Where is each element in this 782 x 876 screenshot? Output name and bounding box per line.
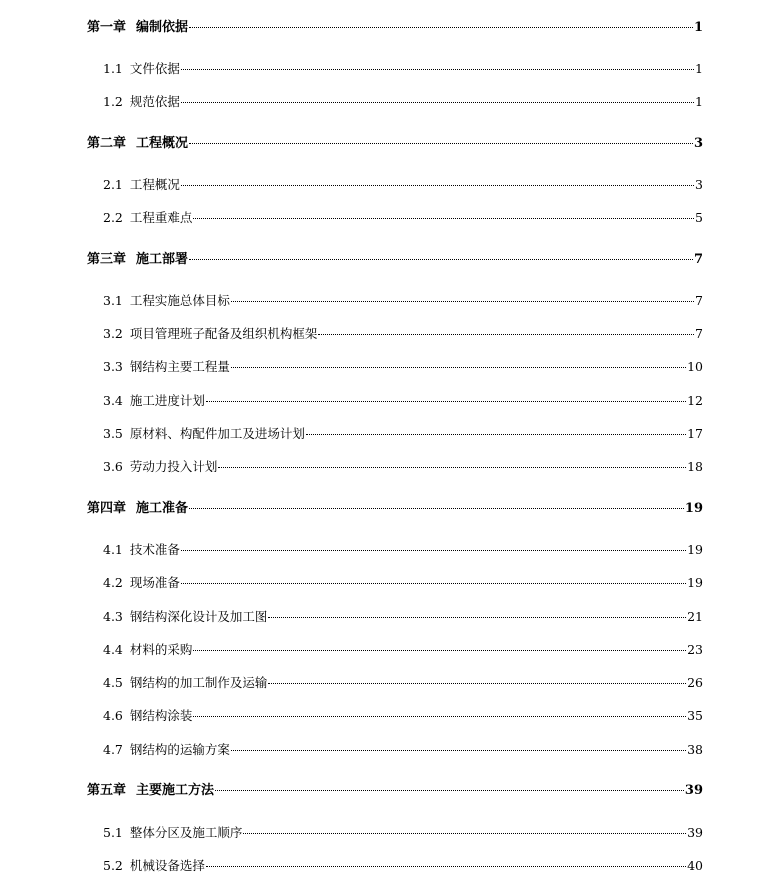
- dot-leader: [215, 790, 684, 791]
- dot-leader: [218, 467, 686, 468]
- dot-leader: [193, 650, 686, 651]
- toc-entry-number: 3.5: [103, 426, 123, 441]
- toc-chapter-entry[interactable]: [87, 250, 703, 270]
- toc-entry-number: 3.1: [103, 293, 123, 308]
- toc-entry-number: 2.2: [103, 210, 123, 225]
- toc-entry-page-number: 21: [687, 609, 703, 624]
- toc-entry-title: 钢结构主要工程量: [129, 359, 230, 374]
- toc-section-entry[interactable]: [103, 175, 703, 195]
- toc-section-entry[interactable]: [103, 291, 703, 311]
- toc-entry-number: 第五章: [87, 783, 127, 798]
- toc-entry-title: 劳动力投入计划: [129, 459, 218, 474]
- toc-entry-page-number: 38: [687, 742, 703, 757]
- toc-entry-number: 4.2: [103, 575, 123, 590]
- toc-entry-number: 4.4: [103, 642, 123, 657]
- toc-entry-page-number: 39: [687, 825, 703, 840]
- toc-section-entry[interactable]: [103, 391, 703, 411]
- toc-entry-number: 3.2: [103, 326, 123, 341]
- toc-entry-number: 第一章: [87, 20, 127, 35]
- toc-entry-number: 第四章: [87, 501, 127, 516]
- toc-entry-page-number: 19: [687, 542, 703, 557]
- toc-entry-title: 钢结构的加工制作及运输: [129, 675, 268, 690]
- dot-leader: [306, 434, 686, 435]
- dot-leader: [193, 716, 686, 717]
- toc-entry-number: 第三章: [87, 252, 127, 267]
- toc-entry-page-number: 26: [687, 675, 703, 690]
- toc-entry-title: 材料的采购: [129, 642, 193, 657]
- dot-leader: [243, 833, 686, 834]
- toc-section-entry[interactable]: [103, 357, 703, 377]
- toc-entry-number: 2.1: [103, 177, 123, 192]
- toc-entry-title: 施工进度计划: [129, 393, 205, 408]
- toc-entry-page-number: 17: [687, 426, 703, 441]
- toc-entry-page-number: 7: [693, 252, 703, 267]
- toc-section-entry[interactable]: [103, 673, 703, 693]
- dot-leader: [189, 508, 684, 509]
- toc-section-entry[interactable]: [103, 92, 703, 112]
- toc-section-entry[interactable]: [103, 424, 703, 444]
- toc-entry-page-number: 23: [687, 642, 703, 657]
- toc-section-entry[interactable]: [103, 706, 703, 726]
- toc-entry-page-number: 1: [695, 94, 703, 109]
- toc-section-entry[interactable]: [103, 573, 703, 593]
- toc-entry-number: 3.4: [103, 393, 123, 408]
- toc-entry-page-number: 5: [695, 210, 703, 225]
- toc-entry-title: 文件依据: [129, 61, 180, 76]
- toc-chapter-entry[interactable]: [87, 134, 703, 154]
- toc-entry-page-number: 3: [695, 177, 703, 192]
- dot-leader: [231, 367, 686, 368]
- toc-section-entry[interactable]: [103, 457, 703, 477]
- dot-leader: [231, 750, 686, 751]
- toc-entry-number: 4.7: [103, 742, 123, 757]
- dot-leader: [193, 218, 694, 219]
- toc-chapter-entry[interactable]: [87, 499, 703, 519]
- toc-entry-number: 4.1: [103, 542, 123, 557]
- toc-entry-number: 1.1: [103, 61, 123, 76]
- toc-entry-title: 钢结构涂装: [129, 708, 193, 723]
- toc-entry-title: 工程概况: [136, 136, 189, 151]
- toc-entry-page-number: 7: [695, 326, 703, 341]
- dot-leader: [181, 185, 694, 186]
- toc-entry-page-number: 39: [684, 783, 703, 798]
- toc-entry-number: 1.2: [103, 94, 123, 109]
- toc-section-entry[interactable]: [103, 856, 703, 876]
- toc-section-entry[interactable]: [103, 59, 703, 79]
- toc-entry-number: 4.6: [103, 708, 123, 723]
- dot-leader: [206, 401, 686, 402]
- dot-leader: [268, 683, 686, 684]
- toc-chapter-entry[interactable]: [87, 781, 703, 801]
- dot-leader: [206, 866, 686, 867]
- toc-entry-title: 项目管理班子配备及组织机构框架: [129, 326, 318, 341]
- dot-leader: [181, 583, 686, 584]
- toc-section-entry[interactable]: [103, 740, 703, 760]
- dot-leader: [231, 301, 694, 302]
- toc-entry-number: 第二章: [87, 136, 127, 151]
- toc-entry-title: 编制依据: [136, 20, 189, 35]
- toc-entry-title: 原材料、构配件加工及进场计划: [129, 426, 305, 441]
- toc-section-entry[interactable]: [103, 823, 703, 843]
- toc-entry-title: 施工准备: [136, 501, 189, 516]
- toc-section-entry[interactable]: [103, 607, 703, 627]
- toc-section-entry[interactable]: [103, 208, 703, 228]
- toc-entry-title: 钢结构的运输方案: [129, 742, 230, 757]
- toc-entry-number: 5.2: [103, 858, 123, 873]
- dot-leader: [181, 69, 694, 70]
- toc-entry-title: 现场准备: [129, 575, 180, 590]
- toc-entry-page-number: 40: [687, 858, 703, 873]
- toc-entry-page-number: 18: [687, 459, 703, 474]
- toc-entry-title: 机械设备选择: [129, 858, 205, 873]
- toc-entry-title: 施工部署: [136, 252, 189, 267]
- toc-entry-number: 3.6: [103, 459, 123, 474]
- toc-entry-page-number: 35: [687, 708, 703, 723]
- dot-leader: [181, 550, 686, 551]
- toc-entry-page-number: 19: [684, 501, 703, 516]
- toc-entry-page-number: 12: [687, 393, 703, 408]
- toc-chapter-entry[interactable]: [87, 18, 703, 38]
- toc-entry-number: 3.3: [103, 359, 123, 374]
- toc-entry-title: 规范依据: [129, 94, 180, 109]
- dot-leader: [318, 334, 694, 335]
- toc-entry-title: 工程概况: [129, 177, 180, 192]
- toc-entry-page-number: 10: [687, 359, 703, 374]
- toc-entry-page-number: 3: [693, 136, 703, 151]
- dot-leader: [189, 143, 693, 144]
- toc-entry-page-number: 1: [695, 61, 703, 76]
- toc-entry-title: 钢结构深化设计及加工图: [129, 609, 268, 624]
- toc-entry-page-number: 1: [693, 20, 703, 35]
- toc-entry-title: 主要施工方法: [136, 783, 215, 798]
- toc-entry-page-number: 19: [687, 575, 703, 590]
- toc-entry-title: 工程实施总体目标: [129, 293, 230, 308]
- toc-entry-page-number: 7: [695, 293, 703, 308]
- dot-leader: [189, 27, 693, 28]
- toc-entry-title: 工程重难点: [129, 210, 193, 225]
- dot-leader: [181, 102, 694, 103]
- toc-section-entry[interactable]: [103, 540, 703, 560]
- dot-leader: [189, 259, 693, 260]
- toc-section-entry[interactable]: [103, 640, 703, 660]
- toc-entry-number: 4.3: [103, 609, 123, 624]
- toc-section-entry[interactable]: [103, 324, 703, 344]
- toc-entry-number: 5.1: [103, 825, 123, 840]
- toc-entry-title: 整体分区及施工顺序: [129, 825, 243, 840]
- dot-leader: [268, 617, 686, 618]
- toc-entry-number: 4.5: [103, 675, 123, 690]
- toc-entry-title: 技术准备: [129, 542, 180, 557]
